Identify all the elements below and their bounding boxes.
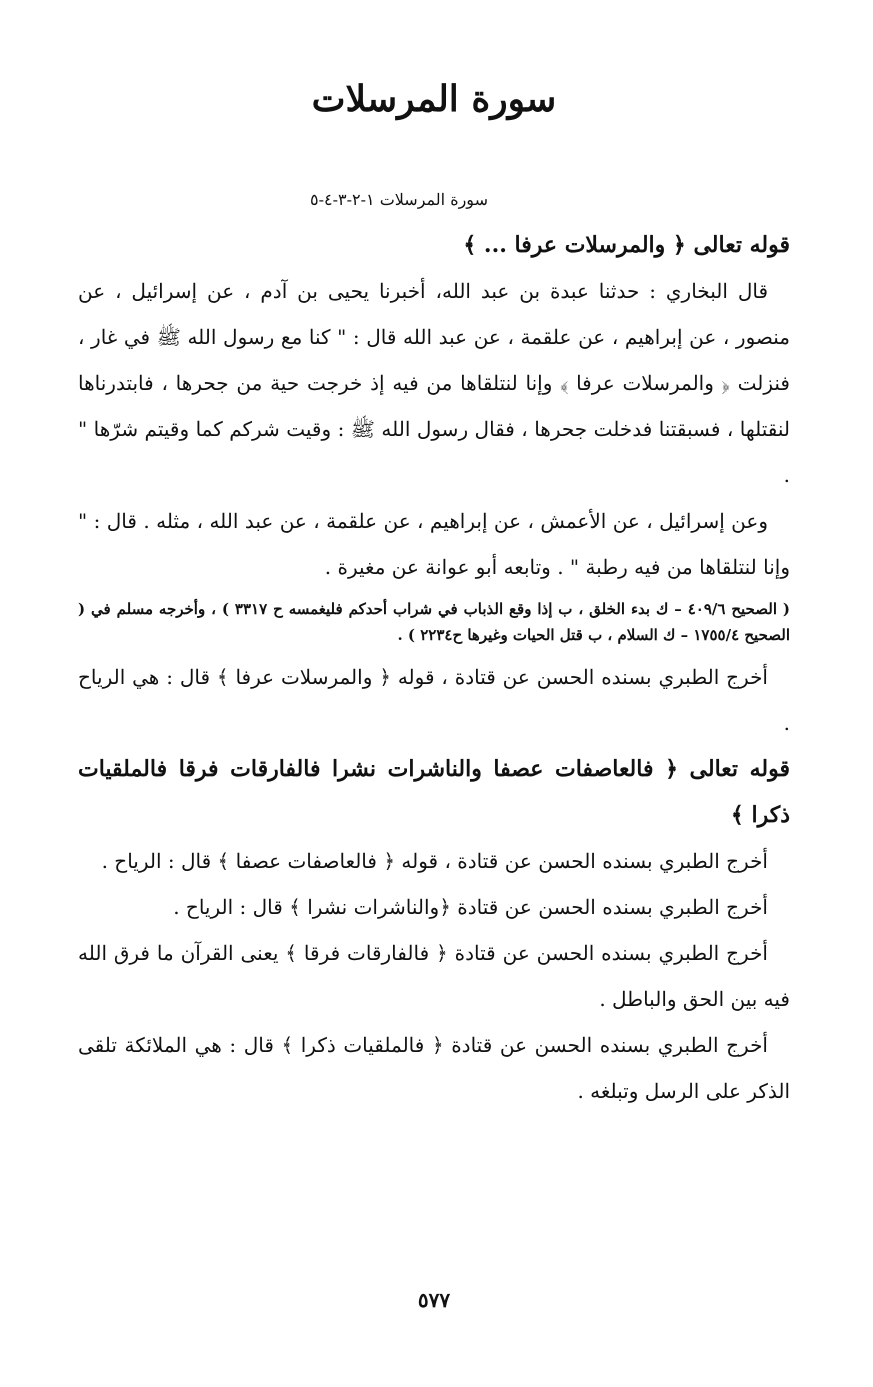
tabari-paragraph-2: أخرج الطبري بسنده الحسن عن قتادة ، قوله ﴿ فالعاصفات عصفا ﴾ قال : الرياح . [101,849,768,873]
page-number: ٥٧٧ [417,1288,451,1312]
hadith-paragraph: قال البخاري : حدثنا عبدة بن عبد الله، أخبرنا يحيى بن آدم ، عن إسرائيل ، عن منصور ، عن إبراهيم ، عن علقمة ، عن عبد الله قال : " كنا مع رسول الله ﷺ في غار ، فنزلت ﴿ والمرسلات عرفا ﴾ وإنا لنتلقاها من فيه إذ خرجت حية من جحرها ، فابتدرناها لنقتلها ، فسبقتنا فدخلت جحرها ، فقال رسول الله ﷺ : وقيت شركم كما وقيتم شرّها " . [78,279,790,487]
tabari-paragraph-3: أخرج الطبري بسنده الحسن عن قتادة ﴿والناشرات نشرا ﴾ قال : الرياح . [173,895,768,919]
hadith-variant-paragraph: وعن إسرائيل ، عن الأعمش ، عن إبراهيم ، عن علقمة ، عن عبد الله ، مثله . قال : " وإنا لنتلقاها من فيه رطبة " . وتابعه أبو عوانة عن مغيرة . [78,509,790,579]
citation-note: ( الصحيح ٤٠٩/٦ – ك بدء الخلق ، ب إذا وقع الذباب في شراب أحدكم فليغمسه ح ٣٣١٧ ) ، وأخرجه مسلم في ( الصحيح ١٧٥٥/٤ – ك السلام ، ب قتل الحيات وغيرها ح٢٢٣٤ ) . [78,600,791,644]
tabari-paragraph-5: أخرج الطبري بسنده الحسن عن قتادة ﴿ فالملقيات ذكرا ﴾ قال : هي الملائكة تلقى الذكر على الرسل وتبلغه . [78,1033,790,1103]
section-subtitle: سورة المرسلات ١-٢-٣-٤-٥ [310,190,488,209]
verse-heading-2: قوله تعالى ﴿ فالعاصفات عصفا والناشرات نشرا فالفارقات فرقا فالملقيات ذكرا ﴾ [78,756,790,828]
document-page [78,0,790,1387]
tabari-paragraph-1: أخرج الطبري بسنده الحسن عن قتادة ، قوله ﴿ والمرسلات عرفا ﴾ قال : هي الرياح . [78,665,790,735]
surah-title: سورة المرسلات [311,78,557,120]
verse-heading-1: قوله تعالى ﴿ والمرسلات عرفا ... ﴾ [463,232,790,258]
document-body [78,222,790,1114]
tabari-paragraph-4: أخرج الطبري بسنده الحسن عن قتادة ﴿ فالفارقات فرقا ﴾ يعنى القرآن ما فرق الله فيه بين الحق والباطل . [78,941,790,1011]
